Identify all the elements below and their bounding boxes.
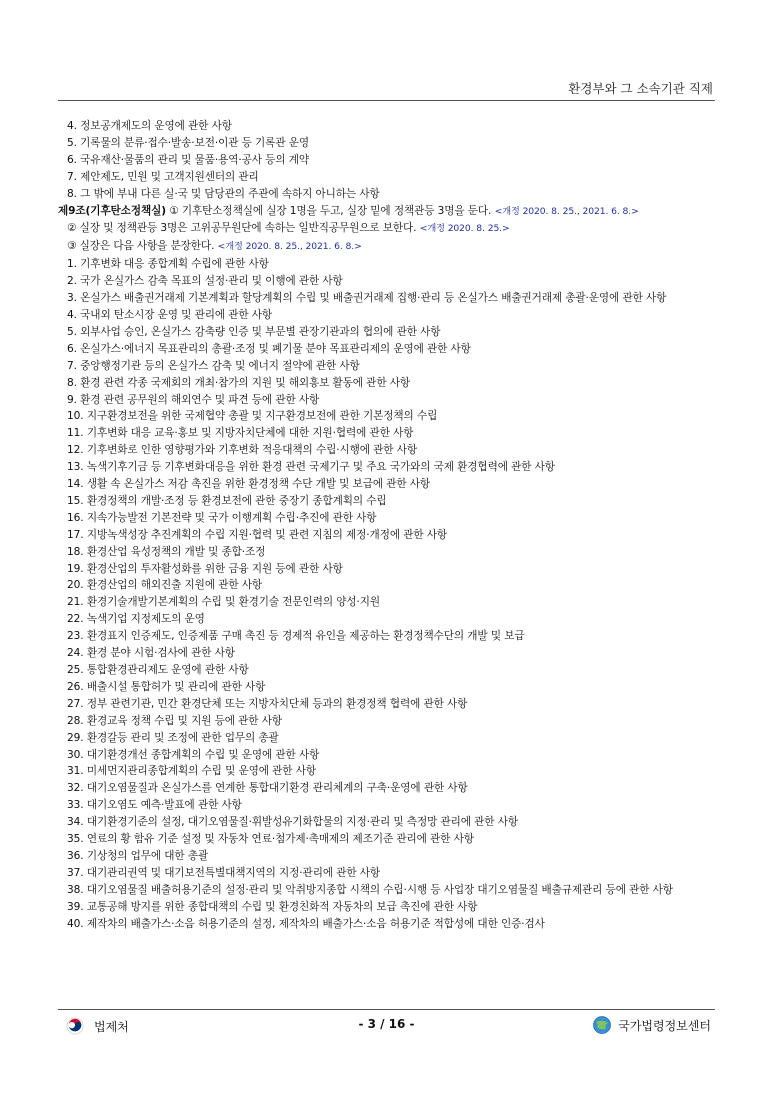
duty-item: 3. 온실가스 배출권거래제 기본계획과 할당계획의 수립 및 배출권거래제 집행·관리 등 온실가스 배출권거래제 총괄·운영에 관한 사항	[67, 292, 667, 305]
duty-item: 26. 배출시설 통합허가 및 관리에 관한 사항	[67, 680, 266, 693]
duty-item: 40. 제작차의 배출가스·소음 허용기준의 설정, 제작차의 배출가스·소음 허용기준 적합성에 대한 인증·검사	[67, 917, 545, 930]
duty-item: 14. 생활 속 온실가스 저감 촉진을 위한 환경정책 수단 개발 및 보급에 관한 사항	[67, 478, 431, 491]
article-heading: 제9조(기후탄소정책실)	[58, 204, 166, 217]
duty-item: 1. 기후변화 대응 종합계획 수립에 관한 사항	[67, 258, 269, 271]
duty-item: 13. 녹색기후기금 등 기후변화대응을 위한 환경 관련 국제기구 및 주요 국가와의 국제 환경협력에 관한 사항	[67, 461, 555, 474]
duty-item: 35. 연료의 황 함유 기준 설정 및 자동차 연료·첨가제·촉매제의 제조기준 관리에 관한 사항	[67, 833, 474, 846]
article-paragraph-1	[58, 203, 715, 221]
duty-item: 22. 녹색기업 지정제도의 운영	[67, 613, 205, 626]
clause-item: 4. 정보공개제도의 운영에 관한 사항	[67, 120, 232, 132]
amendment-note[interactable]: <개정 2020. 8. 25.>	[419, 223, 510, 235]
paragraph-text: ③ 실장은 다음 사항을 분장한다.	[67, 240, 218, 253]
globe-logo-icon	[592, 1015, 612, 1035]
paragraph-text: ① 기후탄소정책실에 실장 1명을 두고, 실장 밑에 정책관등 3명을 둔다.	[165, 204, 495, 217]
duty-item: 37. 대기관리권역 및 대기보전특별대책지역의 지정·관리에 관한 사항	[67, 866, 381, 879]
duty-item: 8. 환경 관련 각종 국제회의 개최·참가의 지원 및 해외홍보 활동에 관한 사항	[67, 376, 410, 389]
duty-item: 2. 국가 온실가스 감축 목표의 설정·관리 및 이행에 관한 사항	[67, 275, 343, 288]
duty-item: 15. 환경정책의 개발·조정 등 환경보전에 관한 중장기 종합계획의 수립	[67, 494, 387, 507]
duty-item: 10. 지구환경보전을 위한 국제협약 총괄 및 지구환경보전에 관한 기본정책의 수립	[67, 410, 438, 423]
paragraph-text: ② 실장 및 정책관등 3명은 고위공무원단에 속하는 일반직공무원으로 보한다.	[67, 222, 420, 235]
article-paragraph-2	[58, 220, 715, 238]
duty-item: 21. 환경기술개발기본계획의 수립 및 환경기술 전문인력의 양성·지원	[67, 596, 381, 609]
document-body	[58, 118, 715, 933]
duty-item: 39. 교통공해 방지를 위한 종합대책의 수립 및 환경친화적 자동차의 보급 촉진에 관한 사항	[67, 900, 478, 913]
duty-item: 24. 환경 분야 시험·검사에 관한 사항	[67, 647, 235, 660]
duty-item: 33. 대기오염도 예측·발표에 관한 사항	[67, 799, 242, 812]
running-header-title: 환경부와 그 소속기관 직제	[568, 81, 713, 96]
duty-item: 20. 환경산업의 해외진출 지원에 관한 사항	[67, 579, 263, 592]
amendment-note[interactable]: <개정 2020. 8. 25., 2021. 6. 8.>	[217, 241, 362, 253]
footer-source-label: 국가법령정보센터	[618, 1018, 711, 1033]
duty-item: 25. 통합환경관리제도 운영에 관한 사항	[67, 664, 249, 676]
clause-item: 5. 기록물의 분류·접수·발송·보전·이관 등 기록관 운영	[67, 136, 309, 149]
footer-publisher-label: 법제처	[94, 1019, 129, 1034]
duty-item: 11. 기후변화 대응 교육·홍보 및 지방자치단체에 대한 지원·협력에 관한 사항	[67, 427, 414, 440]
footer-source	[592, 1015, 711, 1035]
duty-item: 19. 환경산업의 투자활성화를 위한 금융 지원 등에 관한 사항	[67, 562, 343, 575]
duty-item: 12. 기후변화로 인한 영향평가와 기후변화 적응대책의 수립·시행에 관한 사항	[67, 444, 417, 457]
duty-item: 5. 외부사업 승인, 온실가스 감축량 인증 및 부문별 관장기관과의 협의에 관한 사항	[67, 325, 441, 338]
duty-item: 7. 중앙행정기관 등의 온실가스 감축 및 에너지 절약에 관한 사항	[67, 359, 360, 372]
duty-item: 4. 국내외 탄소시장 운영 및 관리에 관한 사항	[67, 308, 273, 321]
duty-item: 17. 지방녹색성장 추진계획의 수립 지원·협력 및 관련 지침의 제정·개정에 관한 사항	[67, 528, 448, 541]
duty-item: 30. 대기환경개선 종합계획의 수립 및 운영에 관한 사항	[67, 748, 320, 761]
duty-item: 9. 환경 관련 공무원의 해외연수 및 파견 등에 관한 사항	[67, 393, 320, 406]
duty-item: 6. 온실가스·에너지 목표관리의 총괄·조정 및 폐기물 분야 목표관리제의 운영에 관한 사항	[67, 342, 471, 355]
duty-item: 16. 지속가능발전 기본전략 및 국가 이행계획 수립·추진에 관한 사항	[67, 511, 377, 524]
duty-item: 27. 정부 관련기관, 민간 환경단체 또는 지방자치단체 등과의 환경정책 협력에 관한 사항	[67, 697, 468, 710]
clause-item: 6. 국유재산·물품의 관리 및 물품·용역·공사 등의 계약	[67, 153, 309, 166]
duty-item: 34. 대기환경기준의 설정, 대기오염물질·휘발성유기화합물의 지정·관리 및 측정망 관리에 관한 사항	[67, 816, 518, 829]
page-number: - 3 / 16 -	[358, 1017, 415, 1031]
header-divider	[58, 100, 715, 101]
duty-item: 32. 대기오염물질과 온실가스를 연계한 통합대기환경 관리체계의 구축·운영에 관한 사항	[67, 782, 468, 795]
duty-item: 31. 미세먼지관리종합계획의 수립 및 운영에 관한 사항	[67, 765, 316, 778]
article-paragraph-3	[58, 238, 715, 256]
footer-divider	[58, 1009, 715, 1010]
duty-item: 38. 대기오염물질 배출허용기준의 설정·관리 및 악취방지종합 시책의 수립·시행 등 사업장 대기오염물질 배출규제관리 등에 관한 사항	[67, 883, 673, 896]
duty-item: 36. 기상청의 업무에 대한 총괄	[67, 849, 209, 862]
duty-item: 23. 환경표지 인증제도, 인증제품 구매 촉진 등 경제적 유인을 제공하는 환경정책수단의 개발 및 보급	[67, 630, 525, 643]
clause-item: 8. 그 밖에 부내 다른 실·국 및 담당관의 주관에 속하지 아니하는 사항	[67, 187, 380, 200]
duty-item: 29. 환경갈등 관리 및 조정에 관한 업무의 총괄	[67, 731, 279, 744]
clause-item: 7. 제안제도, 민원 및 고객지원센터의 관리	[67, 170, 259, 183]
duty-item: 18. 환경산업 육성정책의 개발 및 종합·조정	[67, 545, 266, 558]
duty-item: 28. 환경교육 정책 수립 및 지원 등에 관한 사항	[67, 714, 282, 727]
amendment-note[interactable]: <개정 2020. 8. 25., 2021. 6. 8.>	[494, 205, 639, 217]
